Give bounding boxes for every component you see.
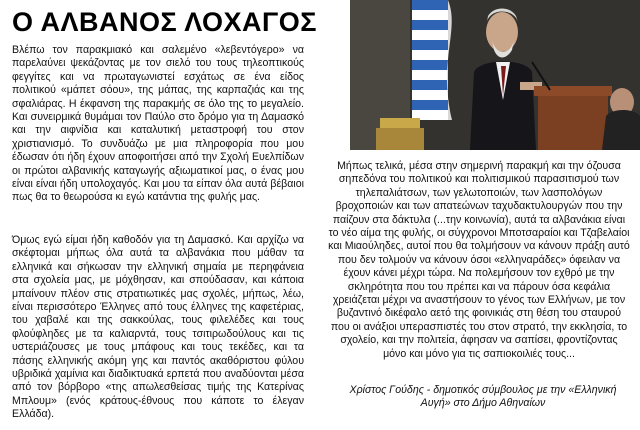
speaker-photo <box>350 0 640 150</box>
article-title: Ο ΑΛΒΑΝΟΣ ΛΟΧΑΓΟΣ <box>12 7 317 37</box>
article-paragraph-1: Βλέπω τον παρακμιακό και σαλεμένο «λεβεντόγερο» να παρελαύνει ψεκάζοντας με τον σιελό του τους τηλεοπτικούς φεγγίτες και να πρωταγωνιστεί εσχάτως σε ένα είδος πολιτικού «μάπετ σόου», της μάπας, της καρπαζιάς και της σφαλιάρας. Η έκφανση της παρακμής σε όλο της το μεγαλείο. Και συνειρμικά θυμάμαι τον Παύλο στο δρόμο για τη Δαμασκό και την αιφνίδια και καταλυτική μεταστροφή του στον χριστιανισμό. Το συνδυάζω με μια πληροφορία που μου έδωσαν ότι ήδη έχουν αποφοιτήσει από την Σχολή Ευελπίδων οι πρώτοι αλβανικής καταγωγής αξιωματικοί μας, ο ένας μου είναι είναι ήδη υπολοχαγός. Και μου τα είπαν όλα αυτά βέβαιοι πως θα το θεωρούσα κι εγώ κατάντια της φυλής μας. <box>12 44 304 204</box>
article-paragraph-3: Μήπως τελικά, μέσα στην σημερινή παρακμή και την όζουσα σηπεδόνα του πολιτικού και πολιτισμικού παρασιτισμού των τηλεπαλιάτσων, των γελωτοποιών, των λασπολόγων βροχοποιών και των απατεώνων ταχυδακτυλουργών που την παίζουν στα δάκτυλα (...την κοινωνία), αυτά τα αλβανάκια είναι το νέο αίμα της φυλής, οι σύγχρονοι Μποτσαραίοι και Τζαβελαίοι και Μιαούληδες, αυτοί που θα τολμήσουν να κάνουν πράξη αυτό που δεν τολμούν να κάνουν όσοι «ελληναράδες» όφειλαν να έχουν κάνει μέχρι τώρα. Να πολεμήσουν τον εχθρό με την σκληρότητα που του πρέπει και να πάρουν όσα κεφάλια χρειάζεται μέχρι να αναστήσουν το γένος των Ελλήνων, με τον βυζαντινό δικέφαλο αετό της φοινικιάς στη θέση του σταυρού που οι ανάξιοι υπερασπιστές του στον στρατό, την εκκλησία, το σχολείο, και την πολιτεία, άφησαν να σαπίσει, φροντίζοντας μόνο και μόνο για τις σαπιοκοιλιές τους... <box>328 160 630 360</box>
author-signature: Χρίστος Γούδης - δημοτικός σύμβουλος με την «Ελληνική Αυγή» στο Δήμο Αθηναίων <box>349 384 617 410</box>
greek-flag <box>412 0 452 120</box>
article-paragraph-2: Όμως εγώ είμαι ήδη καθοδόν για τη Δαμασκό. Και αρχίζω να σκέφτομαι μήπως όλα αυτά τα αλβανάκια που μάθαν τα ελληνικά και σήκωσαν την ελληνική σημαία με περηφάνεια στα σχολεία μας, με μόχθησαν, και σπούδασαν, και κάποια μπαίνουν πλέον στις στρατιωτικές μας σχολές, μήπως, λέω, είναι περισσότερο Έλληνες από τους έλληνες της καφετέριας, του χαβαλέ και της σακκούλας, τους φιλελέδες και τους φλούφληδες με τα καλιαρντά, τους τσιτιρωδούλους και τις υστεριάζουσες με τους μπάφους και τους τεκέδες, και τα πάσης ελληνικής ακόμη γης και παντός ακαθόριστου φύλου υβριδικά χαμίνια και διαδικτυακά ερπετά που αναδύονται μέσα από τον βόρβορο «της απωλεσθείσας τιμής της Κατερίνας Μπλουμ» (ενός κράτους-έθνους που κάποτε το έλεγαν Ελλάδα). <box>12 234 304 421</box>
